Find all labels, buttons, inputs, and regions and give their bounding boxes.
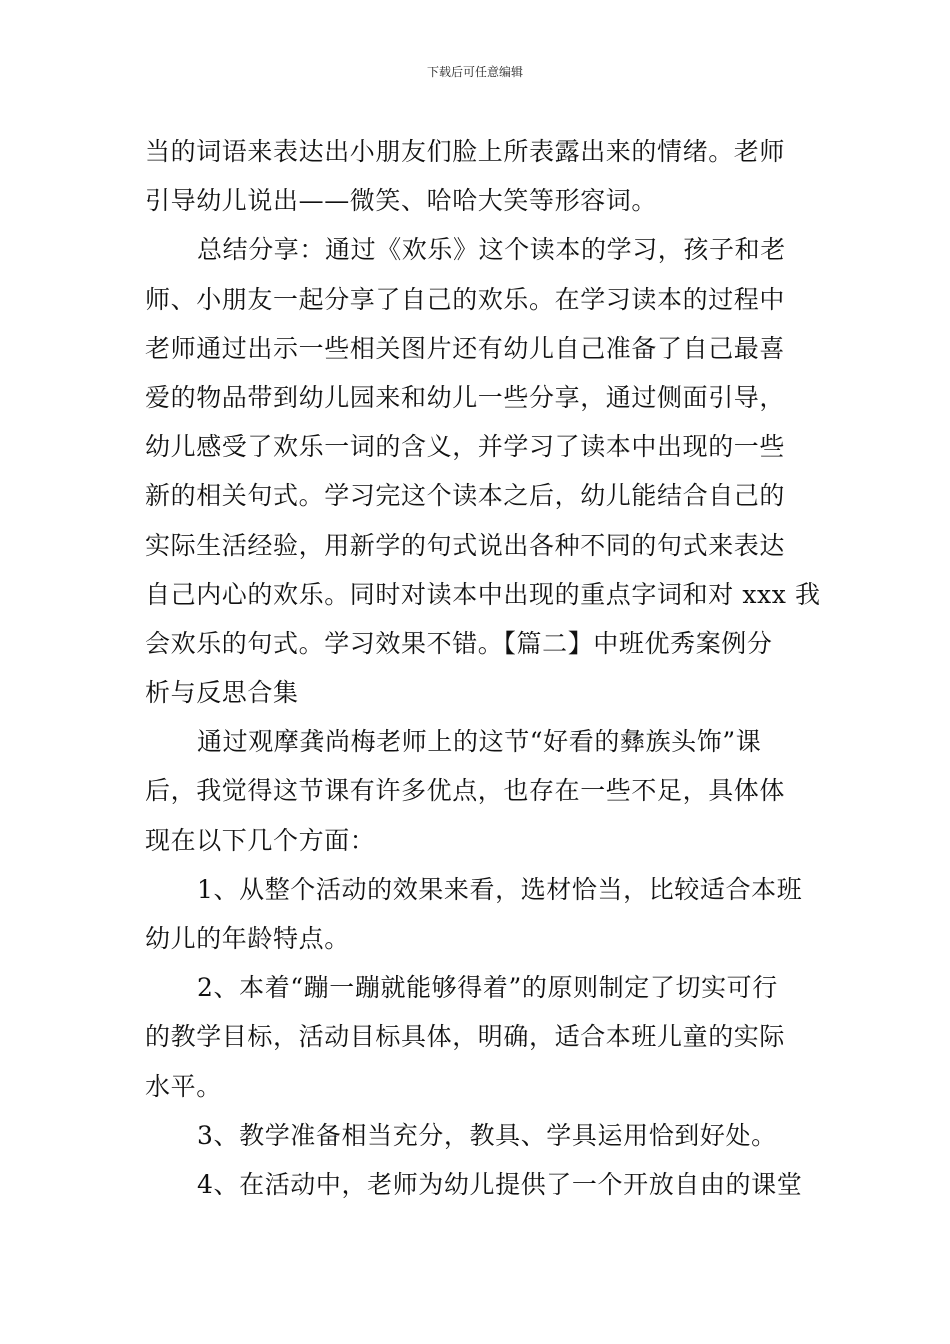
text-line: 通过观摩龚尚梅老师上的这节“好看的彝族头饰”课 xyxy=(197,727,762,757)
text-line: 的教学目标，活动目标具体，明确，适合本班儿童的实际 xyxy=(145,1022,786,1052)
text-line: 师、小朋友一起分享了自己的欢乐。在学习读本的过程中 xyxy=(145,284,786,314)
text-line: 4、在活动中，老师为幼儿提供了一个开放自由的课堂 xyxy=(197,1169,803,1199)
text-line: 1、从整个活动的效果来看，选材恰当，比较适合本班 xyxy=(197,874,803,904)
document-body xyxy=(145,127,821,1209)
text-line: 引导幼儿说出——微笑、哈哈大笑等形容词。 xyxy=(145,186,658,216)
text-line: 爱的物品带到幼儿园来和幼儿一些分享，通过侧面引导， xyxy=(145,382,786,412)
text-line: 自己内心的欢乐。同时对读本中出现的重点字词和对 xxx 我 xyxy=(145,579,821,609)
text-line: 会欢乐的句式。学习效果不错。【篇二】中班优秀案例分 xyxy=(145,628,773,658)
text-line: 老师通过出示一些相关图片还有幼儿自己准备了自己最喜 xyxy=(145,333,786,363)
text-line: 析与反思合集 xyxy=(145,678,299,708)
text-line: 总结分享：通过《欢乐》这个读本的学习，孩子和老 xyxy=(197,235,786,265)
text-line: 2、本着“蹦一蹦就能够得着”的原则制定了切实可行 xyxy=(197,973,778,1003)
text-line: 幼儿感受了欢乐一词的含义，并学习了读本中出现的一些 xyxy=(145,432,786,462)
text-line: 新的相关句式。学习完这个读本之后，幼儿能结合自己的 xyxy=(145,481,786,511)
header-note: 下载后可任意编辑 xyxy=(426,65,523,79)
text-line: 现在以下几个方面： xyxy=(145,825,376,855)
text-line: 当的词语来表达出小朋友们脸上所表露出来的情绪。老师 xyxy=(145,137,786,166)
text-line: 幼儿的年龄特点。 xyxy=(145,924,350,953)
text-line: 水平。 xyxy=(145,1071,222,1101)
text-line: 后，我觉得这节课有许多优点，也存在一些不足，具体体 xyxy=(145,776,786,806)
text-line: 实际生活经验，用新学的句式说出各种不同的句式来表达 xyxy=(145,530,786,560)
text-line: 3、教学准备相当充分，教具、学具运用恰到好处。 xyxy=(197,1120,777,1150)
